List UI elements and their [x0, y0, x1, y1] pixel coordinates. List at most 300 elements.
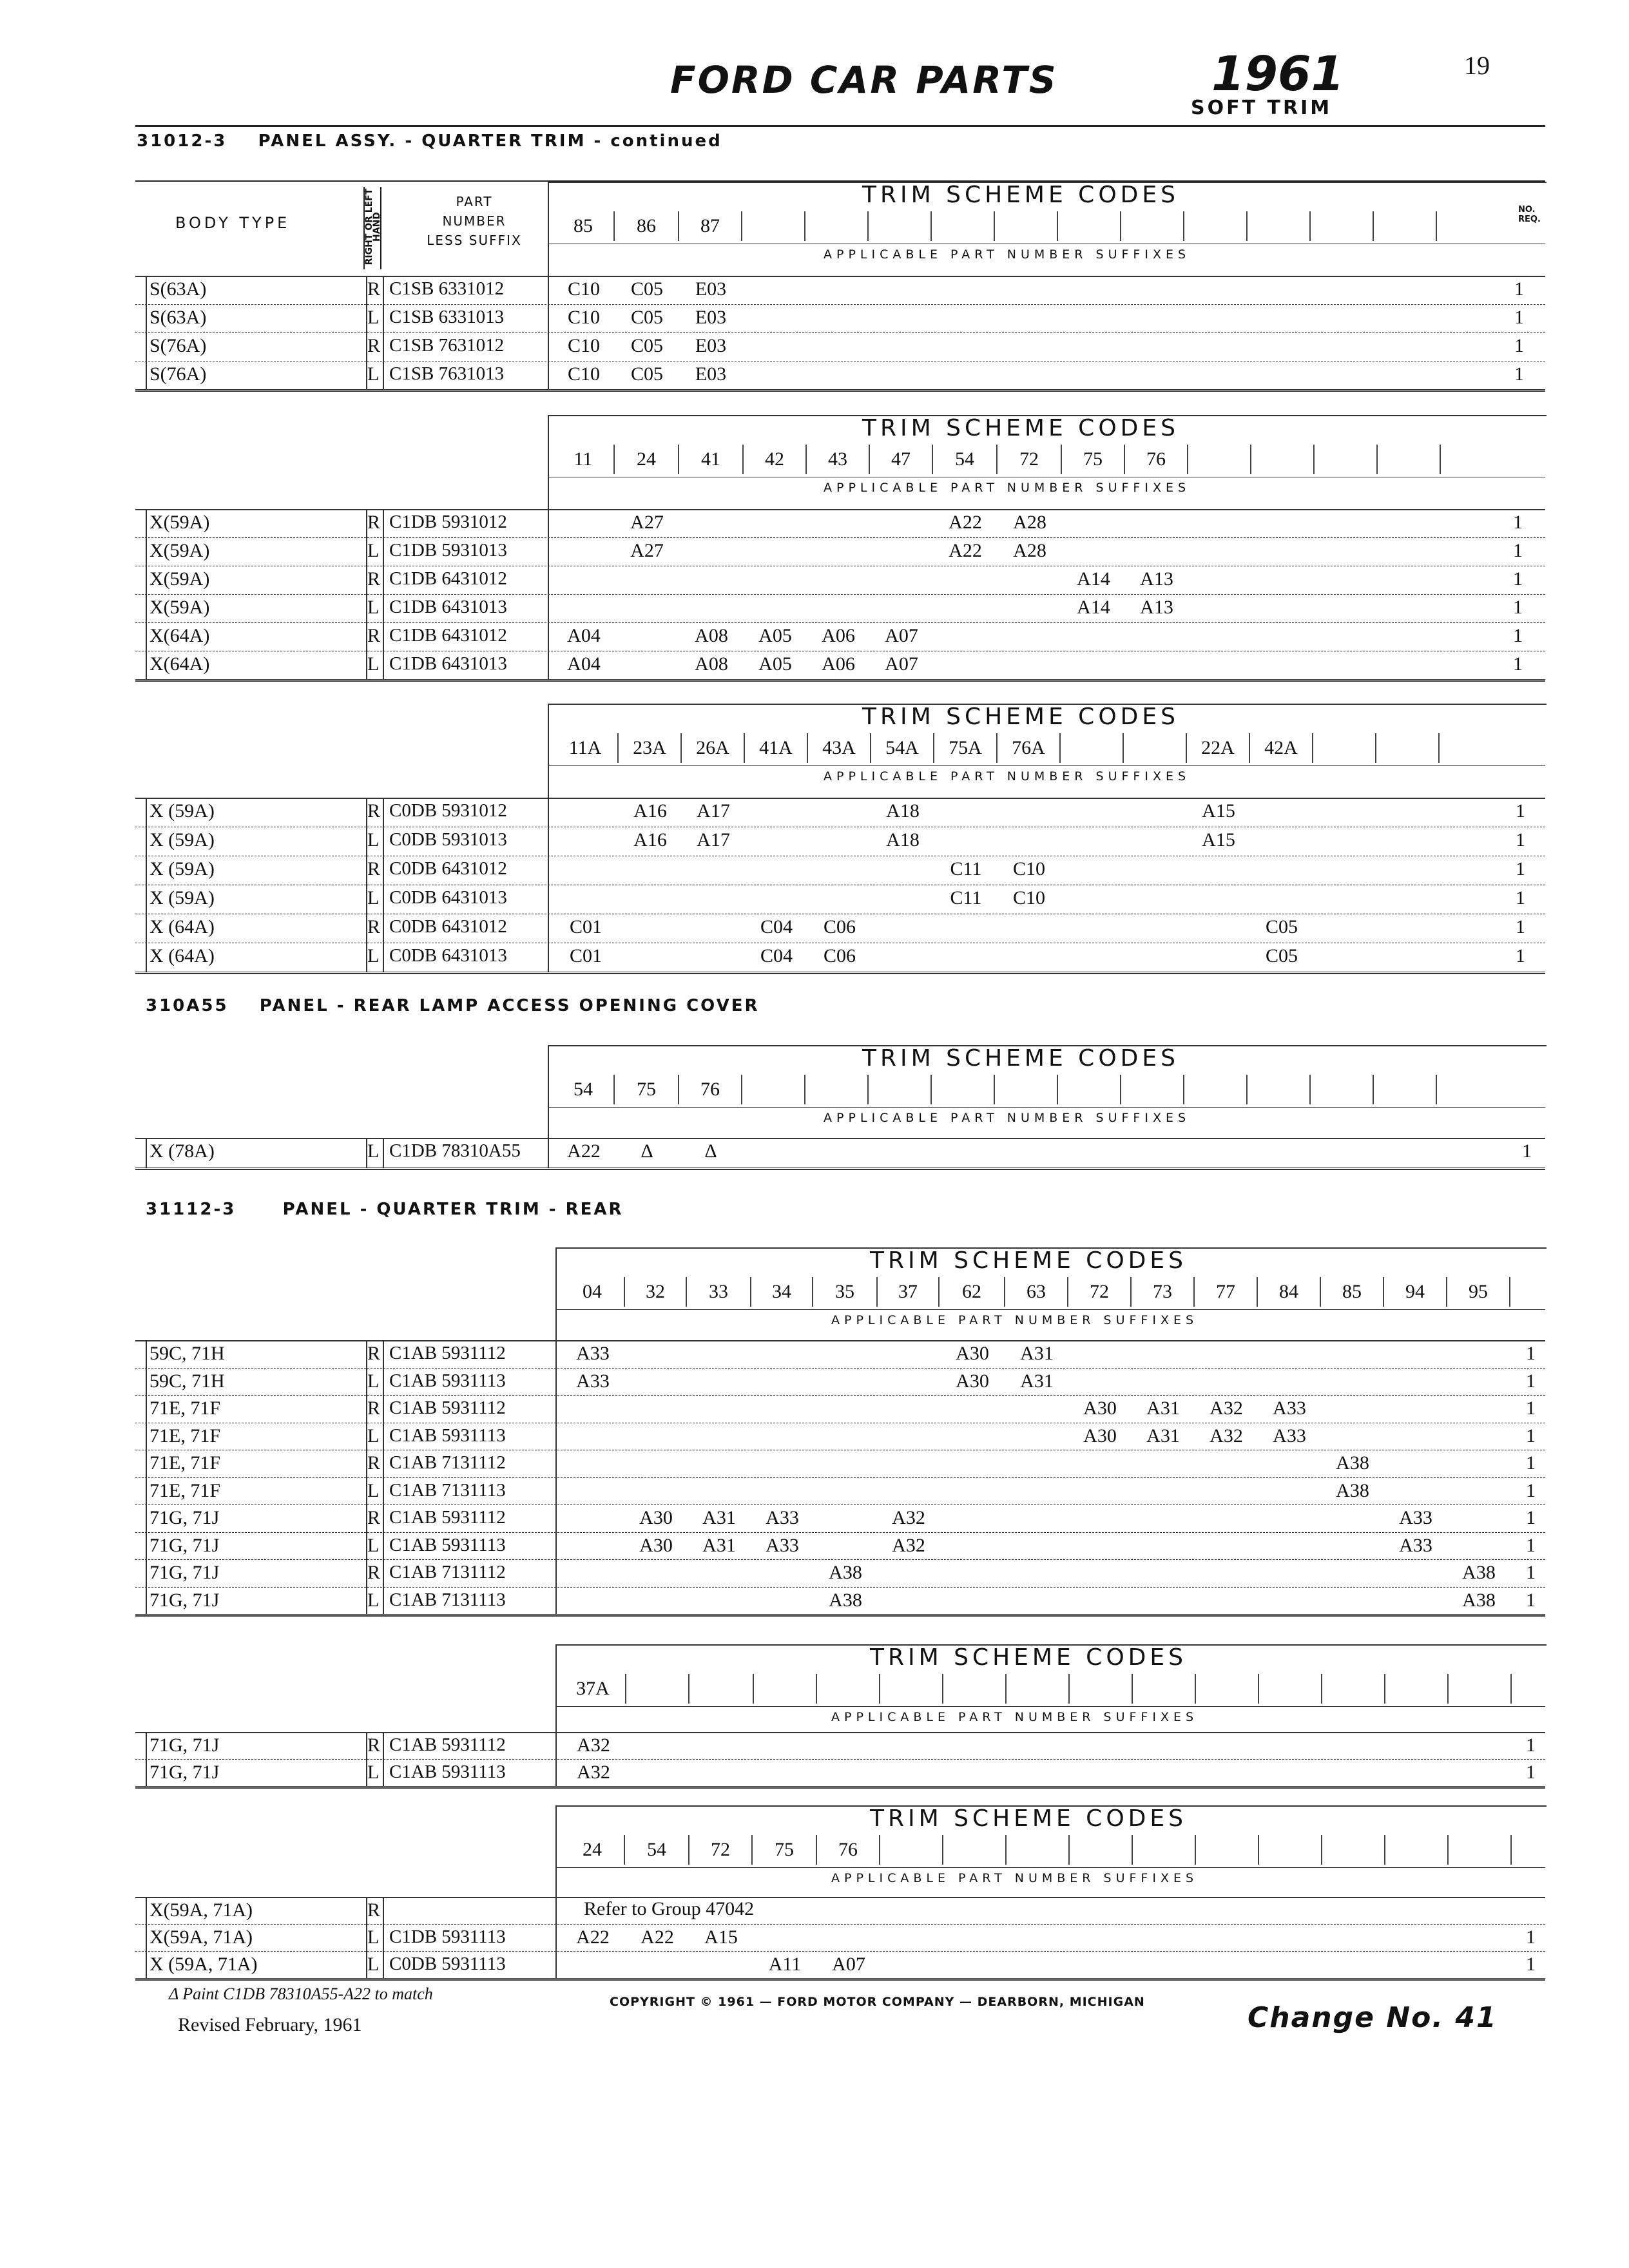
trim-code-cell: [1449, 1674, 1512, 1704]
body-type-cell: 71G, 71J: [149, 1762, 220, 1783]
body-type-cell: X(59A, 71A): [149, 1899, 253, 1921]
suffix-cell: A38: [1336, 1479, 1369, 1501]
part-number-cell: C1AB 7131112: [389, 1562, 506, 1582]
quantity-required-cell: 1: [1514, 363, 1524, 385]
trim-code-cell: [869, 1075, 932, 1104]
trim-code-cell: [1311, 1075, 1374, 1104]
suffix-cell: C01: [569, 916, 602, 937]
trim-code-cell: [1058, 1075, 1121, 1104]
trim-code-cell: [1124, 733, 1187, 763]
column-divider: [555, 1897, 557, 1978]
row-rule: [135, 537, 1545, 538]
trim-code-cell: [1376, 733, 1440, 763]
suffix-cell: A30: [1083, 1398, 1117, 1419]
suffix-cell: A15: [1202, 829, 1235, 850]
row-rule: [135, 1786, 1545, 1787]
trim-code-cell: 35: [813, 1277, 878, 1307]
suffix-cell: E03: [695, 363, 727, 385]
page-number: 19: [1464, 51, 1490, 80]
hand-cell: L: [367, 1954, 380, 1975]
trim-code-cell: 42: [744, 445, 807, 474]
part-number-cell: C0DB 5931113: [389, 1954, 506, 1974]
body-type-cell: X(59A, 71A): [149, 1927, 253, 1948]
part-number-cell: C1AB 5931113: [389, 1425, 506, 1446]
part-number-cell: C1DB 5931113: [389, 1927, 506, 1947]
part-number-cell: C1AB 5931113: [389, 1534, 506, 1555]
trim-code-cell: [1184, 1075, 1248, 1104]
column-divider: [383, 1138, 384, 1168]
trim-code-cell: [1061, 733, 1124, 763]
trim-code-cell: [1121, 1075, 1184, 1104]
quantity-required-cell: 1: [1526, 1425, 1536, 1446]
quantity-required-cell: 1: [1526, 1562, 1536, 1583]
body-type-cell: 71E, 71F: [149, 1398, 221, 1419]
part-number-cell: C1AB 7131113: [389, 1589, 506, 1610]
trim-code-cell: [932, 1075, 995, 1104]
suffix-cell: C10: [1012, 887, 1045, 908]
suffix-cell: A38: [1462, 1589, 1496, 1611]
trim-code-cell: [943, 1674, 1007, 1704]
suffix-cell: A33: [1399, 1534, 1432, 1556]
row-rule: [135, 594, 1545, 595]
trim-code-cell: 11A: [553, 733, 619, 763]
quantity-required-cell: 1: [1513, 512, 1523, 533]
suffix-cell: C05: [1265, 945, 1298, 966]
quantity-required-cell: 1: [1526, 1954, 1536, 1975]
suffix-cell: C10: [567, 278, 600, 300]
body-type-cell: X(64A): [149, 653, 210, 675]
trim-code-cell: [1184, 211, 1248, 241]
trim-code-cell: [869, 211, 932, 241]
trim-code-cell: [1374, 1075, 1437, 1104]
suffix-cell: A30: [1083, 1425, 1117, 1446]
body-type-cell: 71G, 71J: [149, 1534, 220, 1556]
body-type-cell: X(59A): [149, 540, 210, 561]
hand-cell: R: [367, 916, 381, 937]
trim-code-cell: [1311, 211, 1374, 241]
suffix-cell: A33: [1273, 1398, 1306, 1419]
suffix-cell: C10: [567, 363, 600, 385]
part-number-cell: C0DB 5931012: [389, 800, 507, 821]
suffix-cell: A32: [577, 1762, 610, 1783]
suffix-cell: A38: [1336, 1452, 1369, 1474]
suffix-cell: A31: [1020, 1343, 1054, 1364]
quantity-required-cell: 1: [1514, 278, 1524, 300]
suffix-cell: A22: [641, 1927, 674, 1948]
trim-code-cell: [805, 211, 869, 241]
suffix-cell: A17: [697, 800, 730, 822]
trim-code-cell: [742, 211, 805, 241]
trim-code-cell: 76: [1125, 445, 1188, 474]
trim-code-cell: 85: [1321, 1277, 1384, 1307]
row-rule: [135, 1368, 1545, 1369]
hand-cell: R: [367, 1562, 381, 1583]
suffix-cell: E03: [695, 335, 727, 356]
row-rule: [135, 622, 1545, 623]
hand-cell: R: [367, 1899, 381, 1921]
trim-scheme-codes-label: TRIM SCHEME CODES: [862, 415, 1179, 441]
body-type-cell: S(63A): [149, 307, 207, 328]
body-type-cell: 71G, 71J: [149, 1589, 220, 1611]
trim-code-cell: [817, 1674, 880, 1704]
part-number-cell: C1AB 7131113: [389, 1479, 506, 1501]
trim-scheme-codes-label: TRIM SCHEME CODES: [862, 182, 1179, 208]
quantity-required-cell: 1: [1526, 1452, 1536, 1474]
row-rule: [135, 1951, 1545, 1952]
trim-code-cell: [880, 1674, 943, 1704]
quantity-required-cell: 1: [1516, 800, 1525, 822]
suffix-cell: C04: [760, 945, 793, 966]
hand-cell: L: [367, 653, 380, 675]
suffix-cell: C06: [823, 916, 856, 937]
trim-code-cell: 87: [679, 211, 742, 241]
codes-rule: [555, 1706, 1545, 1707]
trim-code-cell: 24: [561, 1835, 625, 1865]
trim-code-cell: 32: [625, 1277, 687, 1307]
body-type-cell: S(76A): [149, 363, 207, 385]
suffix-cell: C10: [567, 335, 600, 356]
quantity-required-cell: 1: [1526, 1534, 1536, 1556]
rows-top-rule: [135, 1732, 1545, 1733]
part-number-cell: C1SB 7631012: [389, 335, 505, 356]
trim-code-cell: 22A: [1187, 733, 1250, 763]
hand-cell: R: [367, 335, 381, 356]
body-type-header: BODY TYPE: [175, 214, 291, 232]
body-type-cell: X(59A): [149, 597, 210, 618]
suffix-cell: A15: [704, 1927, 738, 1948]
suffix-cell: C11: [950, 887, 982, 908]
suffix-cell: A17: [697, 829, 730, 850]
trim-code-cell: 72: [998, 445, 1062, 474]
suffix-cell: E03: [695, 307, 727, 328]
body-type-cell: 71G, 71J: [149, 1735, 220, 1756]
trim-code-cell: [995, 211, 1058, 241]
block-bottom-rule: [135, 680, 1545, 682]
suffix-cell: C05: [1265, 916, 1298, 937]
hand-cell: R: [367, 1735, 381, 1756]
suffix-cell: A32: [892, 1507, 925, 1528]
suffix-cell: Δ: [704, 1140, 717, 1162]
block-bottom-rule: [135, 1787, 1545, 1789]
trim-code-cell: [1007, 1835, 1070, 1865]
hand-cell: R: [367, 568, 381, 590]
hand-cell: R: [367, 1343, 381, 1364]
trim-code-cell: [1449, 1835, 1512, 1865]
block-bottom-rule: [135, 390, 1545, 392]
hand-cell: R: [367, 800, 381, 822]
change-number: Change No. 41: [1248, 2001, 1498, 2034]
hand-cell: L: [367, 887, 380, 908]
trim-code-cell: [689, 1674, 754, 1704]
quantity-required-cell: 1: [1526, 1343, 1536, 1364]
body-type-cell: 71G, 71J: [149, 1507, 220, 1528]
section-title: PANEL ASSY. - QUARTER TRIM - continued: [258, 131, 722, 151]
trim-scheme-codes-label: TRIM SCHEME CODES: [870, 1644, 1187, 1671]
trim-code-cell: 34: [751, 1277, 813, 1307]
codes-rule: [555, 1309, 1545, 1310]
suffix-cell: A38: [829, 1589, 862, 1611]
hand-cell: L: [367, 307, 380, 328]
hand-cell: L: [367, 829, 380, 850]
trim-code-cell: [754, 1674, 817, 1704]
part-number-cell: C0DB 6431013: [389, 887, 507, 908]
trim-code-cell: 47: [870, 445, 933, 474]
part-number-cell: C0DB 6431013: [389, 945, 507, 966]
part-number-cell: C1DB 6431012: [389, 568, 507, 589]
suffix-cell: A30: [956, 1343, 989, 1364]
trim-code-cell: 41A: [745, 733, 808, 763]
trim-code-cell: 72: [689, 1835, 753, 1865]
row-rule: [135, 389, 1545, 390]
trim-code-cell: [932, 211, 995, 241]
part-number-cell: C0DB 6431012: [389, 858, 507, 879]
suffix-cell: A22: [567, 1140, 601, 1162]
trim-code-cell: 95: [1447, 1277, 1510, 1307]
quantity-required-cell: 1: [1526, 1735, 1536, 1756]
suffix-cell: A33: [1399, 1507, 1432, 1528]
suffix-cell: E03: [695, 278, 727, 300]
rows-top-rule: [135, 1138, 1545, 1139]
trim-code-cell: [1058, 211, 1121, 241]
suffix-cell: A27: [630, 540, 664, 561]
suffix-cell: A27: [630, 512, 664, 533]
trim-scheme-codes-label: TRIM SCHEME CODES: [870, 1805, 1187, 1832]
suffix-cell: A33: [576, 1370, 610, 1392]
rows-top-rule: [135, 509, 1545, 510]
suffix-cell: C01: [569, 945, 602, 966]
suffix-cell: A28: [1013, 540, 1046, 561]
part-number-cell: C1SB 6331012: [389, 278, 505, 299]
hand-cell: L: [367, 1762, 380, 1783]
hand-cell: L: [367, 1140, 380, 1162]
trim-scheme-codes-label: TRIM SCHEME CODES: [862, 704, 1179, 730]
body-type-cell: X (59A): [149, 829, 215, 850]
hand-cell: L: [367, 1534, 380, 1556]
hand-cell: L: [367, 1479, 380, 1501]
trim-code-cell: [742, 1075, 805, 1104]
row-rule: [135, 304, 1545, 305]
suffix-cell: C05: [630, 278, 663, 300]
body-type-cell: X (59A): [149, 800, 215, 822]
trim-code-cell: 62: [940, 1277, 1005, 1307]
suffix-cell: A30: [639, 1507, 673, 1528]
trim-code-cell: 85: [553, 211, 615, 241]
part-number-cell: C1AB 5931112: [389, 1507, 506, 1528]
suffix-cell: A31: [702, 1534, 736, 1556]
part-number-cell: C1DB 5931013: [389, 540, 507, 561]
part-number-cell: C1AB 5931112: [389, 1735, 506, 1755]
suffix-cell: A31: [702, 1507, 736, 1528]
trim-code-cell: 42A: [1250, 733, 1313, 763]
suffix-cell: A30: [639, 1534, 673, 1556]
part-number-cell: C1DB 5931012: [389, 512, 507, 532]
body-type-cell: X (59A): [149, 858, 215, 879]
row-rule: [135, 332, 1545, 333]
suffix-cell: A22: [576, 1927, 610, 1948]
header-rule: [135, 125, 1545, 127]
codes-rule: [555, 1867, 1545, 1868]
body-type-cell: X(59A): [149, 568, 210, 590]
suffix-cell: A13: [1140, 597, 1173, 618]
body-type-cell: 71E, 71F: [149, 1425, 221, 1446]
trim-code-cell: 73: [1132, 1277, 1195, 1307]
trim-scheme-codes-label: TRIM SCHEME CODES: [862, 1045, 1179, 1072]
page-title: FORD CAR PARTS: [670, 58, 1058, 102]
trim-code-cell: [1248, 211, 1311, 241]
body-type-cell: 59C, 71H: [149, 1370, 225, 1392]
hand-cell: R: [367, 512, 381, 533]
suffix-cell: C05: [630, 307, 663, 328]
row-rule: [135, 1614, 1545, 1615]
suffix-cell: A32: [577, 1735, 610, 1756]
hand-cell: L: [367, 363, 380, 385]
trim-code-cell: [995, 1075, 1058, 1104]
reference-note: Refer to Group 47042: [584, 1898, 755, 1919]
suffix-cell: C05: [630, 335, 663, 356]
row-rule: [135, 1477, 1545, 1478]
trim-code-cell: [1070, 1835, 1133, 1865]
trim-code-cell: [1121, 211, 1184, 241]
suffix-cell: A16: [633, 829, 667, 850]
part-number-cell: C1SB 7631013: [389, 363, 505, 384]
suffix-cell: A04: [567, 625, 601, 646]
trim-code-cell: 75A: [934, 733, 998, 763]
suffix-cell: A08: [695, 653, 728, 675]
trim-code-cell: 11: [553, 445, 615, 474]
body-type-cell: X (64A): [149, 945, 215, 966]
trim-code-cell: [626, 1674, 689, 1704]
suffix-cell: A18: [886, 800, 920, 822]
trim-code-cell: 33: [687, 1277, 751, 1307]
part-number-cell: C1DB 6431013: [389, 597, 507, 617]
trim-code-cell: 75: [615, 1075, 679, 1104]
suffix-cell: A31: [1146, 1398, 1180, 1419]
hand-cell: R: [367, 625, 381, 646]
section-heading: [146, 1200, 624, 1219]
quantity-required-cell: 1: [1513, 653, 1523, 675]
row-rule: [135, 1759, 1545, 1760]
row-rule: [135, 1587, 1545, 1588]
trim-code-cell: [1196, 1835, 1259, 1865]
body-type-cell: X (59A, 71A): [149, 1954, 258, 1975]
hand-cell: L: [367, 1370, 380, 1392]
part-number-cell: C0DB 5931013: [389, 829, 507, 850]
quantity-required-cell: 1: [1514, 307, 1524, 328]
suffix-cell: A33: [766, 1507, 799, 1528]
trim-code-cell: [1322, 1674, 1385, 1704]
part-number-header: PART NUMBER LESS SUFFIX: [427, 194, 522, 248]
trim-code-cell: [1196, 1674, 1259, 1704]
rows-top-rule: [135, 1897, 1545, 1898]
quantity-required-cell: 1: [1513, 568, 1523, 590]
trim-code-cell: [943, 1835, 1007, 1865]
quantity-required-cell: 1: [1516, 916, 1525, 937]
applicable-suffixes-label: APPLICABLE PART NUMBER SUFFIXES: [824, 769, 1191, 783]
trim-code-cell: [1315, 445, 1378, 474]
applicable-suffixes-label: APPLICABLE PART NUMBER SUFFIXES: [831, 1871, 1199, 1885]
body-type-cell: 71G, 71J: [149, 1562, 220, 1583]
applicable-suffixes-label: APPLICABLE PART NUMBER SUFFIXES: [831, 1313, 1199, 1327]
trim-code-cell: [1374, 211, 1437, 241]
footnote: Δ Paint C1DB 78310A55-A22 to match: [169, 1984, 433, 2003]
trim-code-cell: [1385, 1835, 1449, 1865]
trim-code-cell: 76: [817, 1835, 880, 1865]
section-heading: [146, 996, 760, 1015]
block-bottom-rule: [135, 1169, 1545, 1170]
column-divider: [146, 1138, 147, 1168]
trim-code-cell: 26A: [682, 733, 745, 763]
part-number-cell: C1AB 5931112: [389, 1398, 506, 1418]
trim-code-cell: 37A: [561, 1674, 626, 1704]
trim-code-cell: 77: [1195, 1277, 1258, 1307]
body-type-cell: 71E, 71F: [149, 1452, 221, 1474]
suffix-cell: A15: [1202, 800, 1235, 822]
row-rule: [135, 1504, 1545, 1505]
part-number-cell: C1SB 6331013: [389, 307, 505, 327]
trim-code-cell: 24: [615, 445, 679, 474]
hand-cell: R: [367, 278, 381, 300]
hand-cell: L: [367, 945, 380, 966]
trim-code-cell: [805, 1075, 869, 1104]
rows-top-rule: [135, 276, 1545, 277]
quantity-required-cell: 1: [1513, 625, 1523, 646]
row-rule: [135, 679, 1545, 680]
rows-top-rule: [135, 798, 1545, 799]
section-number: 31012-3: [137, 131, 227, 151]
row-rule: [135, 1559, 1545, 1560]
suffix-cell: A05: [758, 625, 792, 646]
body-type-cell: X (64A): [149, 916, 215, 937]
suffix-cell: A07: [885, 625, 918, 646]
section-heading: [137, 131, 722, 151]
suffix-cell: A33: [766, 1534, 799, 1556]
part-number-cell: C1DB 78310A55: [389, 1140, 521, 1161]
section-number: 31112-3: [146, 1200, 236, 1219]
hand-cell: L: [367, 1425, 380, 1446]
suffix-cell: A32: [892, 1534, 925, 1556]
quantity-required-cell: 1: [1526, 1762, 1536, 1783]
block-bottom-rule: [135, 1615, 1545, 1617]
suffix-cell: C04: [760, 916, 793, 937]
trim-code-cell: [1251, 445, 1315, 474]
block-bottom-rule: [135, 1979, 1545, 1981]
column-divider: [383, 1897, 384, 1978]
trim-code-cell: 54: [625, 1835, 689, 1865]
row-rule: [135, 1532, 1545, 1533]
quantity-required-cell: 1: [1526, 1370, 1536, 1392]
suffix-cell: A07: [832, 1954, 865, 1975]
part-number-cell: C1DB 6431013: [389, 653, 507, 674]
trim-code-cell: 23A: [619, 733, 682, 763]
part-number-cell: C1AB 5931113: [389, 1762, 506, 1782]
trim-code-cell: 72: [1068, 1277, 1132, 1307]
hand-cell: R: [367, 1398, 381, 1419]
quantity-required-cell: 1: [1526, 1589, 1536, 1611]
no-req-header: NO. REQ.: [1518, 205, 1541, 224]
suffix-cell: A05: [758, 653, 792, 675]
trim-code-cell: 37: [878, 1277, 940, 1307]
suffix-cell: Δ: [641, 1140, 653, 1162]
trim-code-cell: 43A: [808, 733, 871, 763]
suffix-cell: A22: [949, 540, 982, 561]
suffix-cell: A18: [886, 829, 920, 850]
suffix-cell: C06: [823, 945, 856, 966]
section-number: 310A55: [146, 996, 229, 1015]
suffix-cell: C05: [630, 363, 663, 385]
part-number-cell: C1DB 6431012: [389, 625, 507, 646]
applicable-suffixes-label: APPLICABLE PART NUMBER SUFFIXES: [824, 481, 1191, 495]
trim-code-cell: 54: [933, 445, 998, 474]
